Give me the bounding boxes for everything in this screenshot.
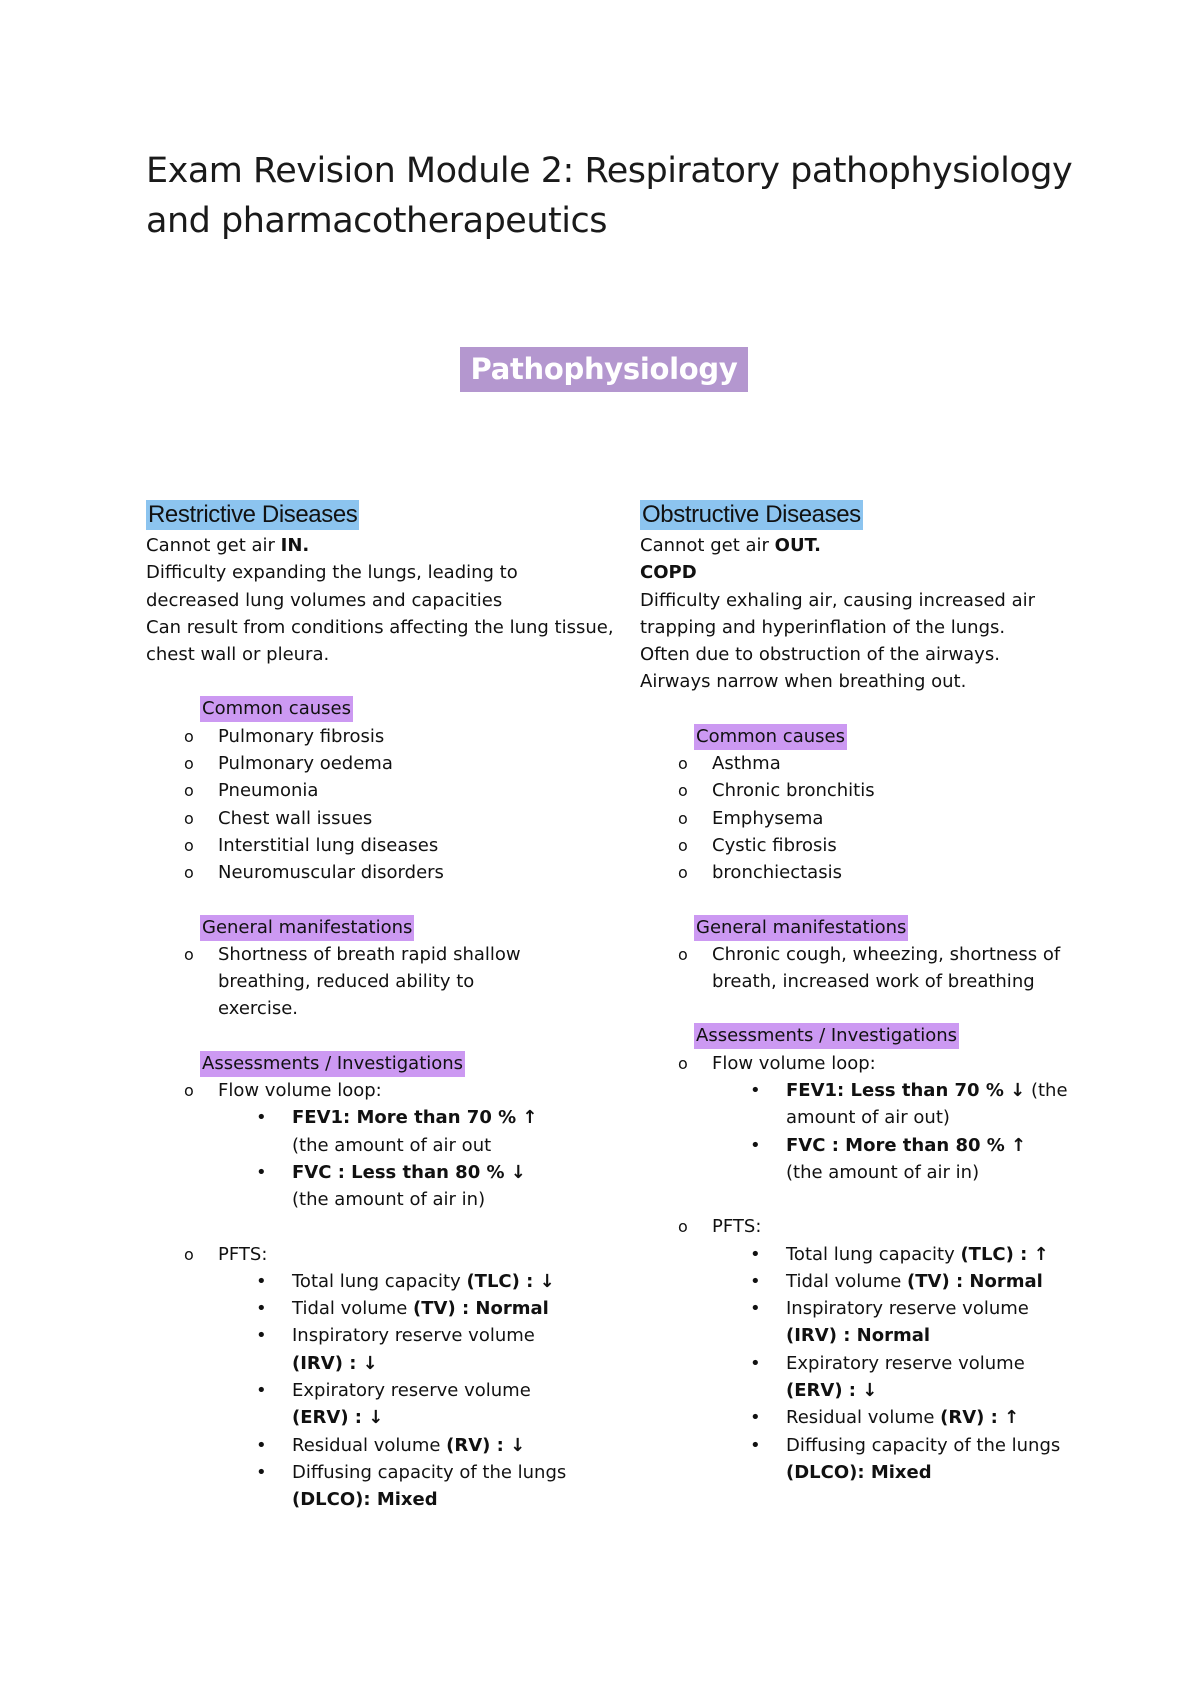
- restrictive-assess-list: [146, 1077, 616, 1513]
- obstructive-manifest-label: General manifestations: [694, 915, 908, 941]
- copd-label: COPD: [640, 562, 697, 584]
- list-item: [146, 1377, 616, 1432]
- rv-value: (RV) : ↑: [940, 1407, 1020, 1429]
- list-item: o Chronic cough, wheezing, shortness of breath, increased work of breathing: [640, 941, 1072, 996]
- obstructive-manifest-list: [640, 941, 1110, 996]
- list-item: o Asthma: [640, 750, 1110, 777]
- list-item: o bronchiectasis: [640, 859, 1110, 886]
- erv-value: (ERV) : ↓: [786, 1380, 878, 1402]
- list-item: [640, 1268, 1110, 1295]
- pfts-label: PFTS:: [712, 1216, 762, 1238]
- tv-label: Tidal volume: [292, 1298, 414, 1320]
- restrictive-manifest-label: General manifestations: [200, 915, 414, 941]
- restrictive-manifest-list: [146, 941, 616, 1023]
- list-item: o Shortness of breath rapid shallow breathing, reduced ability to exercise.: [146, 941, 548, 1023]
- tv-value: (TV) : Normal: [413, 1298, 549, 1320]
- restrictive-summary: [146, 532, 616, 559]
- list-item: [640, 1050, 1110, 1186]
- obstructive-summary-text: Cannot get air: [640, 535, 775, 556]
- dlco-label: Diffusing capacity of the lungs: [786, 1434, 1061, 1456]
- list-item: [146, 1268, 616, 1295]
- tv-value: (TV) : Normal: [907, 1270, 1043, 1292]
- fev1-note: (the amount of air out): [786, 1080, 1068, 1129]
- irv-value: (IRV) : ↓: [292, 1352, 378, 1374]
- list-item: [146, 1241, 616, 1514]
- obstructive-causes-label: Common causes: [694, 724, 847, 750]
- list-item: o Pulmonary oedema: [146, 750, 616, 777]
- list-item: [640, 1132, 1110, 1187]
- irv-label: Inspiratory reserve volume: [786, 1298, 1029, 1320]
- fvc-note: (the amount of air in): [786, 1161, 980, 1183]
- erv-label: Expiratory reserve volume: [786, 1352, 1025, 1374]
- obstructive-description-2: Often due to obstruction of the airways.: [640, 644, 1000, 666]
- dlco-value: (DLCO): Mixed: [786, 1461, 932, 1483]
- list-item: o Chest wall issues: [146, 805, 616, 832]
- list-item: o Cystic fibrosis: [640, 832, 1110, 859]
- restrictive-causes-label: Common causes: [200, 696, 353, 722]
- obstructive-assess-label: Assessments / Investigations: [694, 1023, 959, 1049]
- obstructive-summary-emphasis: OUT.: [774, 535, 821, 556]
- list-item: [146, 1459, 616, 1514]
- list-item: [640, 1295, 1110, 1350]
- erv-value: (ERV) : ↓: [292, 1407, 384, 1429]
- restrictive-summary-emphasis: IN.: [280, 535, 310, 556]
- obstructive-heading: Obstructive Diseases: [642, 501, 861, 528]
- restrictive-causes-list: [146, 723, 616, 887]
- irv-value: (IRV) : Normal: [786, 1325, 931, 1347]
- tlc-value: (TLC) : ↓: [466, 1270, 555, 1292]
- pfts-list: [712, 1241, 1110, 1487]
- erv-label: Expiratory reserve volume: [292, 1380, 531, 1402]
- obstructive-assess-list: [640, 1050, 1110, 1486]
- list-item: o Pulmonary fibrosis: [146, 723, 616, 750]
- fev1-note: (the amount of air out: [292, 1134, 492, 1156]
- tlc-label: Total lung capacity: [292, 1270, 467, 1292]
- list-item: [640, 1077, 1076, 1132]
- flow-volume-label: Flow volume loop:: [712, 1052, 876, 1074]
- fvc-value: FVC : Less than 80 % ↓: [292, 1161, 526, 1183]
- tlc-label: Total lung capacity: [786, 1243, 961, 1265]
- fvc-value: FVC : More than 80 % ↑: [786, 1134, 1027, 1156]
- pfts-list: [218, 1268, 616, 1514]
- irv-label: Inspiratory reserve volume: [292, 1325, 535, 1347]
- tlc-value: (TLC) : ↑: [960, 1243, 1049, 1265]
- list-item: [640, 1350, 1110, 1405]
- list-item: [640, 1432, 1110, 1487]
- list-item: [146, 1295, 616, 1322]
- fvc-note: (the amount of air in): [292, 1189, 486, 1211]
- obstructive-summary: [640, 532, 1110, 559]
- flow-volume-label: Flow volume loop:: [218, 1080, 382, 1102]
- list-item: o Emphysema: [640, 805, 1110, 832]
- list-item: o Neuromuscular disorders: [146, 859, 616, 886]
- fev1-value: FEV1: Less than 70 % ↓: [786, 1080, 1026, 1102]
- flow-volume-list: [218, 1104, 616, 1213]
- list-item: o Interstitial lung diseases: [146, 832, 616, 859]
- restrictive-summary-text: Cannot get air: [146, 535, 281, 556]
- section-banner-pathophysiology: Pathophysiology: [460, 347, 748, 392]
- restrictive-description-2: Can result from conditions affecting the lung tissue, chest wall or pleura.: [146, 616, 614, 666]
- list-item: [640, 1404, 1110, 1431]
- fev1-value: FEV1: More than 70 % ↑: [292, 1107, 538, 1129]
- list-item: [640, 1213, 1110, 1486]
- obstructive-description-3: Airways narrow when breathing out.: [640, 671, 967, 693]
- list-item: [146, 1432, 616, 1459]
- rv-label: Residual volume: [786, 1407, 941, 1429]
- dlco-value: (DLCO): Mixed: [292, 1489, 438, 1511]
- list-item: [146, 1077, 616, 1213]
- list-item: [146, 1159, 616, 1214]
- restrictive-heading: Restrictive Diseases: [148, 501, 358, 528]
- list-item: o Chronic bronchitis: [640, 777, 1110, 804]
- obstructive-description: Difficulty exhaling air, causing increased air trapping and hyperinflation of the lungs.: [640, 589, 1035, 638]
- obstructive-column: [640, 500, 1110, 1486]
- document-title: Exam Revision Module 2: Respiratory pathophysiology and pharmacotherapeutics: [146, 151, 1073, 241]
- list-item: [146, 1322, 616, 1377]
- list-item: [640, 1241, 1110, 1268]
- flow-volume-list: [712, 1077, 1110, 1186]
- restrictive-column: [146, 500, 616, 1514]
- restrictive-description: Difficulty expanding the lungs, leading to decreased lung volumes and capacities: [146, 562, 518, 611]
- dlco-label: Diffusing capacity of the lungs: [292, 1461, 567, 1483]
- rv-label: Residual volume: [292, 1434, 447, 1456]
- obstructive-causes-list: [640, 750, 1110, 886]
- tv-label: Tidal volume: [786, 1270, 908, 1292]
- rv-value: (RV) : ↓: [446, 1434, 526, 1456]
- restrictive-assess-label: Assessments / Investigations: [200, 1051, 465, 1077]
- pfts-label: PFTS:: [218, 1243, 268, 1265]
- list-item: [146, 1104, 616, 1159]
- list-item: o Pneumonia: [146, 777, 616, 804]
